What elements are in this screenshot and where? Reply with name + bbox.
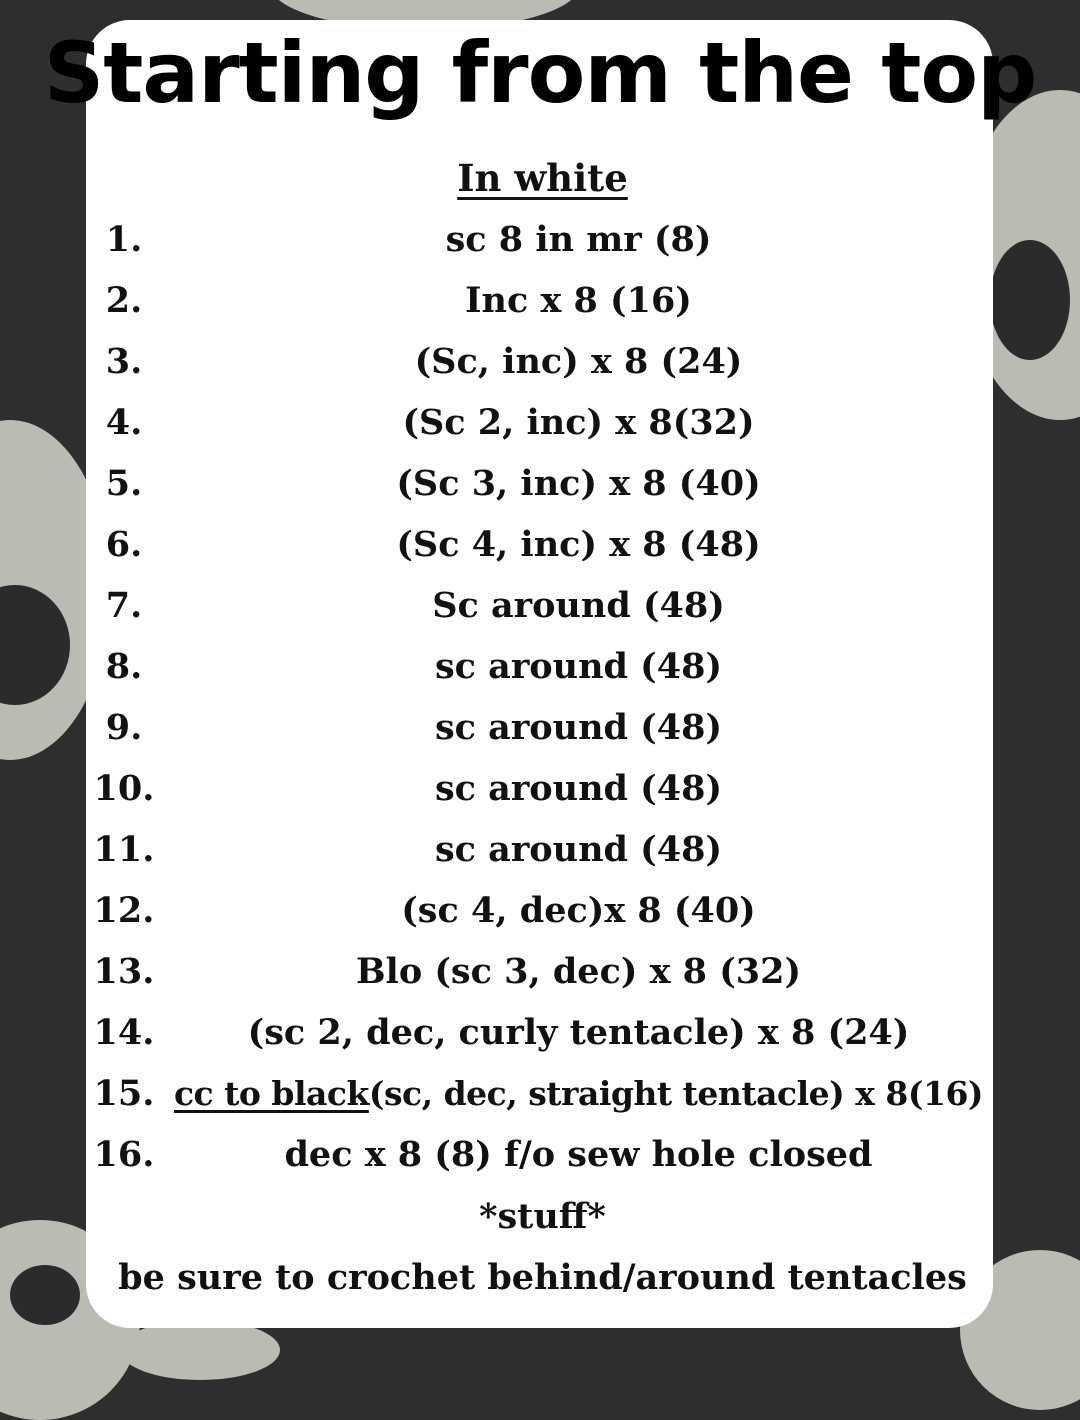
list-item bbox=[0, 514, 1080, 575]
step-text: sc 8 in mr (8) bbox=[445, 219, 712, 260]
list-item bbox=[0, 941, 1080, 1002]
skull-decoration-icon bbox=[120, 1320, 280, 1380]
step-text-rest: (sc, dec, straight tentacle) x 8(16) bbox=[368, 1074, 984, 1113]
step-number: 10. bbox=[93, 768, 155, 809]
list-item bbox=[0, 1002, 1080, 1063]
list-item bbox=[0, 1063, 1080, 1124]
section-subtitle: In white bbox=[457, 156, 628, 200]
step-number: 2. bbox=[105, 280, 143, 321]
list-item bbox=[0, 697, 1080, 758]
list-item bbox=[0, 331, 1080, 392]
list-item bbox=[0, 453, 1080, 514]
step-text: (Sc 2, inc) x 8(32) bbox=[402, 402, 755, 443]
list-item bbox=[0, 209, 1080, 270]
list-item bbox=[0, 636, 1080, 697]
step-text: Inc x 8 (16) bbox=[465, 280, 692, 321]
step-number: 9. bbox=[105, 707, 143, 748]
step-number: 11. bbox=[93, 829, 155, 870]
step-text bbox=[156, 1063, 1001, 1124]
step-text: (sc 4, dec)x 8 (40) bbox=[401, 890, 756, 931]
step-number: 5. bbox=[105, 463, 143, 504]
step-number: 7. bbox=[105, 585, 143, 626]
step-text: sc around (48) bbox=[434, 707, 723, 748]
step-text: (Sc 4, inc) x 8 (48) bbox=[396, 524, 761, 565]
page-title: Starting from the top bbox=[43, 24, 1037, 122]
step-number: 12. bbox=[93, 890, 155, 931]
step-number: 3. bbox=[105, 341, 143, 382]
step-number: 4. bbox=[105, 402, 143, 443]
step-text: (sc 2, dec, curly tentacle) x 8 (24) bbox=[247, 1012, 910, 1053]
list-item bbox=[0, 880, 1080, 941]
list-item bbox=[0, 270, 1080, 331]
list-item bbox=[0, 819, 1080, 880]
step-number: 13. bbox=[93, 951, 155, 992]
step-text: dec x 8 (8) f/o sew hole closed bbox=[284, 1134, 873, 1175]
step-text: sc around (48) bbox=[434, 829, 723, 870]
list-item bbox=[0, 575, 1080, 636]
step-text: sc around (48) bbox=[434, 646, 723, 687]
step-number: 1. bbox=[105, 219, 143, 260]
step-text: sc around (48) bbox=[434, 768, 723, 809]
step-text: (Sc 3, inc) x 8 (40) bbox=[396, 463, 761, 504]
step-text: (Sc, inc) x 8 (24) bbox=[414, 341, 743, 382]
step-number: 6. bbox=[105, 524, 143, 565]
step-number: 16. bbox=[93, 1134, 155, 1175]
step-number: 14. bbox=[93, 1012, 155, 1053]
color-change-label: cc to black bbox=[173, 1074, 369, 1113]
list-item bbox=[0, 392, 1080, 453]
step-number: 15. bbox=[93, 1073, 155, 1114]
step-text: Blo (sc 3, dec) x 8 (32) bbox=[355, 951, 802, 992]
final-note: be sure to crochet behind/around tentacles bbox=[118, 1257, 967, 1298]
step-number: 8. bbox=[105, 646, 143, 687]
list-item bbox=[0, 1124, 1080, 1185]
stuff-note: *stuff* bbox=[479, 1196, 606, 1237]
list-item bbox=[0, 758, 1080, 819]
step-text: Sc around (48) bbox=[432, 585, 725, 626]
